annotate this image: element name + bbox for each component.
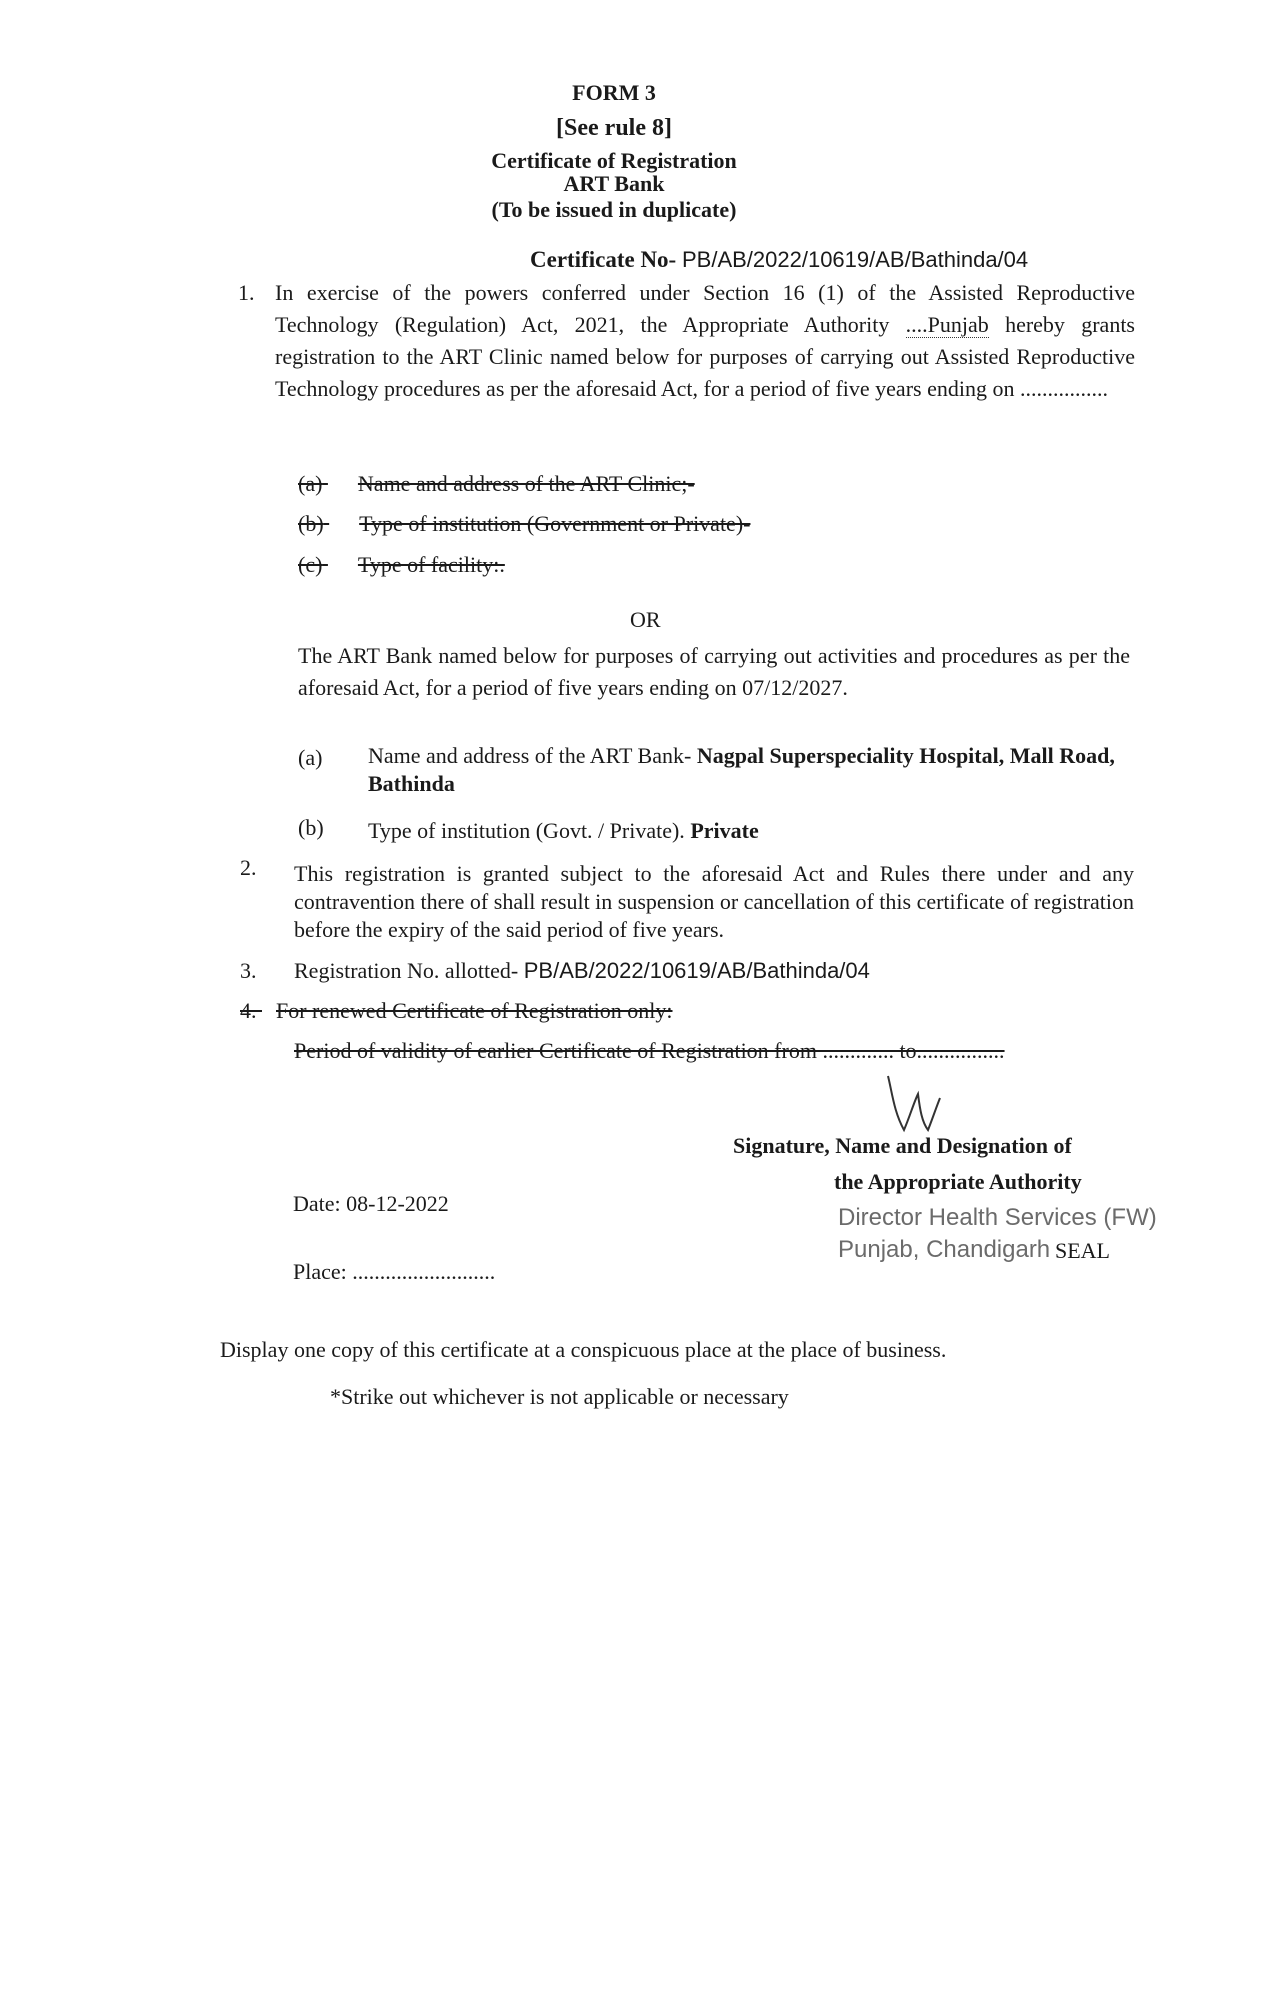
certificate-number-label: Certificate No- [530, 247, 677, 272]
item-2-text: This registration is granted subject to the aforesaid Act and Rules there under and any contravention there of shall result in suspension or cancellation of this certificate of registration before the expiry of the said period of five years. [294, 861, 1135, 942]
or-separator: OR [630, 607, 661, 632]
rule-reference: [See rule 8] [556, 115, 672, 141]
form-title: FORM 3 [572, 80, 656, 105]
place: Place: .......................... [293, 1259, 496, 1284]
signature-line-2: the Appropriate Authority [834, 1169, 1082, 1194]
struck-item-c [298, 549, 505, 581]
certificate-title: Certificate of Registration [491, 148, 737, 173]
certificate-number-line [530, 247, 1028, 273]
item-2-number: 2. [240, 855, 257, 880]
struck-item-c-label: (c) [298, 552, 323, 577]
item-4-text: Period of validity of earlier Certificate of Registration from ............. to................ [294, 1038, 1005, 1063]
art-bank-paragraph: The ART Bank named below for purposes of carrying out activities and procedures as per the aforesaid Act, for a period of five years ending on 07/12/2027. [298, 643, 1130, 700]
struck-item-c-text: Type of facility:. [357, 552, 505, 577]
certificate-subtitle: ART Bank [563, 171, 665, 196]
struck-item-a [298, 468, 695, 500]
issued-note: (To be issued in duplicate) [491, 197, 737, 222]
art-bank-name-address: Nagpal Superspeciality Hospital, Mall Road, Bathinda [368, 743, 1115, 796]
struck-item-b-text: Type of institution (Government or Private)- [359, 511, 751, 536]
seal-label: SEAL [1055, 1238, 1110, 1263]
stamp-line-2: Punjab, Chandigarh [838, 1236, 1051, 1263]
bank-item-a-label: (a) [298, 745, 323, 770]
certificate-number: PB/AB/2022/10619/AB/Bathinda/04 [681, 247, 1029, 272]
bank-item-b [368, 815, 759, 847]
item-4 [240, 995, 673, 1027]
item-1-number: 1. [238, 280, 255, 305]
item-3-number: 3. [240, 958, 257, 983]
bank-item-b-label: (b) [298, 815, 324, 840]
bank-item-b-text: Type of institution (Govt. / Private). [368, 818, 685, 843]
item-4-heading: For renewed Certificate of Registration only: [276, 998, 673, 1023]
item-1-text [275, 277, 1135, 405]
handwritten-signature [880, 1072, 950, 1142]
appropriate-authority: ....Punjab [905, 312, 989, 337]
date: Date: 08-12-2022 [293, 1191, 449, 1216]
bank-item-a-text: Name and address of the ART Bank- [368, 743, 692, 768]
struck-item-b [298, 508, 750, 540]
item-1-text-b: hereby grants registration to the ART Clinic named below for purposes of carrying out Assisted Reproductive Technology procedures as per the aforesaid Act, for a period of five years ending on ................ [275, 312, 1135, 401]
struck-item-b-label: (b) [298, 511, 324, 536]
registration-number-label: Registration No. allotted- [294, 958, 519, 983]
item-4-number: 4. [240, 998, 257, 1023]
item-3 [294, 955, 870, 987]
bank-item-a [368, 742, 1138, 798]
strike-note: *Strike out whichever is not applicable or necessary [330, 1384, 789, 1409]
item-1-text-a: In exercise of the powers conferred under Section 16 (1) of the Assisted Reproductive Technology (Regulation) Act, 2021, the Appropriate Authority [275, 280, 1135, 337]
stamp-line-1: Director Health Services (FW) [838, 1204, 1157, 1231]
struck-item-a-text: Name and address of the ART Clinic;- [357, 471, 695, 496]
struck-item-a-label: (a) [298, 471, 323, 496]
registration-number: PB/AB/2022/10619/AB/Bathinda/04 [523, 958, 870, 983]
signature-line-1: Signature, Name and Designation of [733, 1133, 1072, 1158]
display-note: Display one copy of this certificate at a conspicuous place at the place of business. [220, 1337, 947, 1362]
institution-type: Private [690, 818, 759, 843]
